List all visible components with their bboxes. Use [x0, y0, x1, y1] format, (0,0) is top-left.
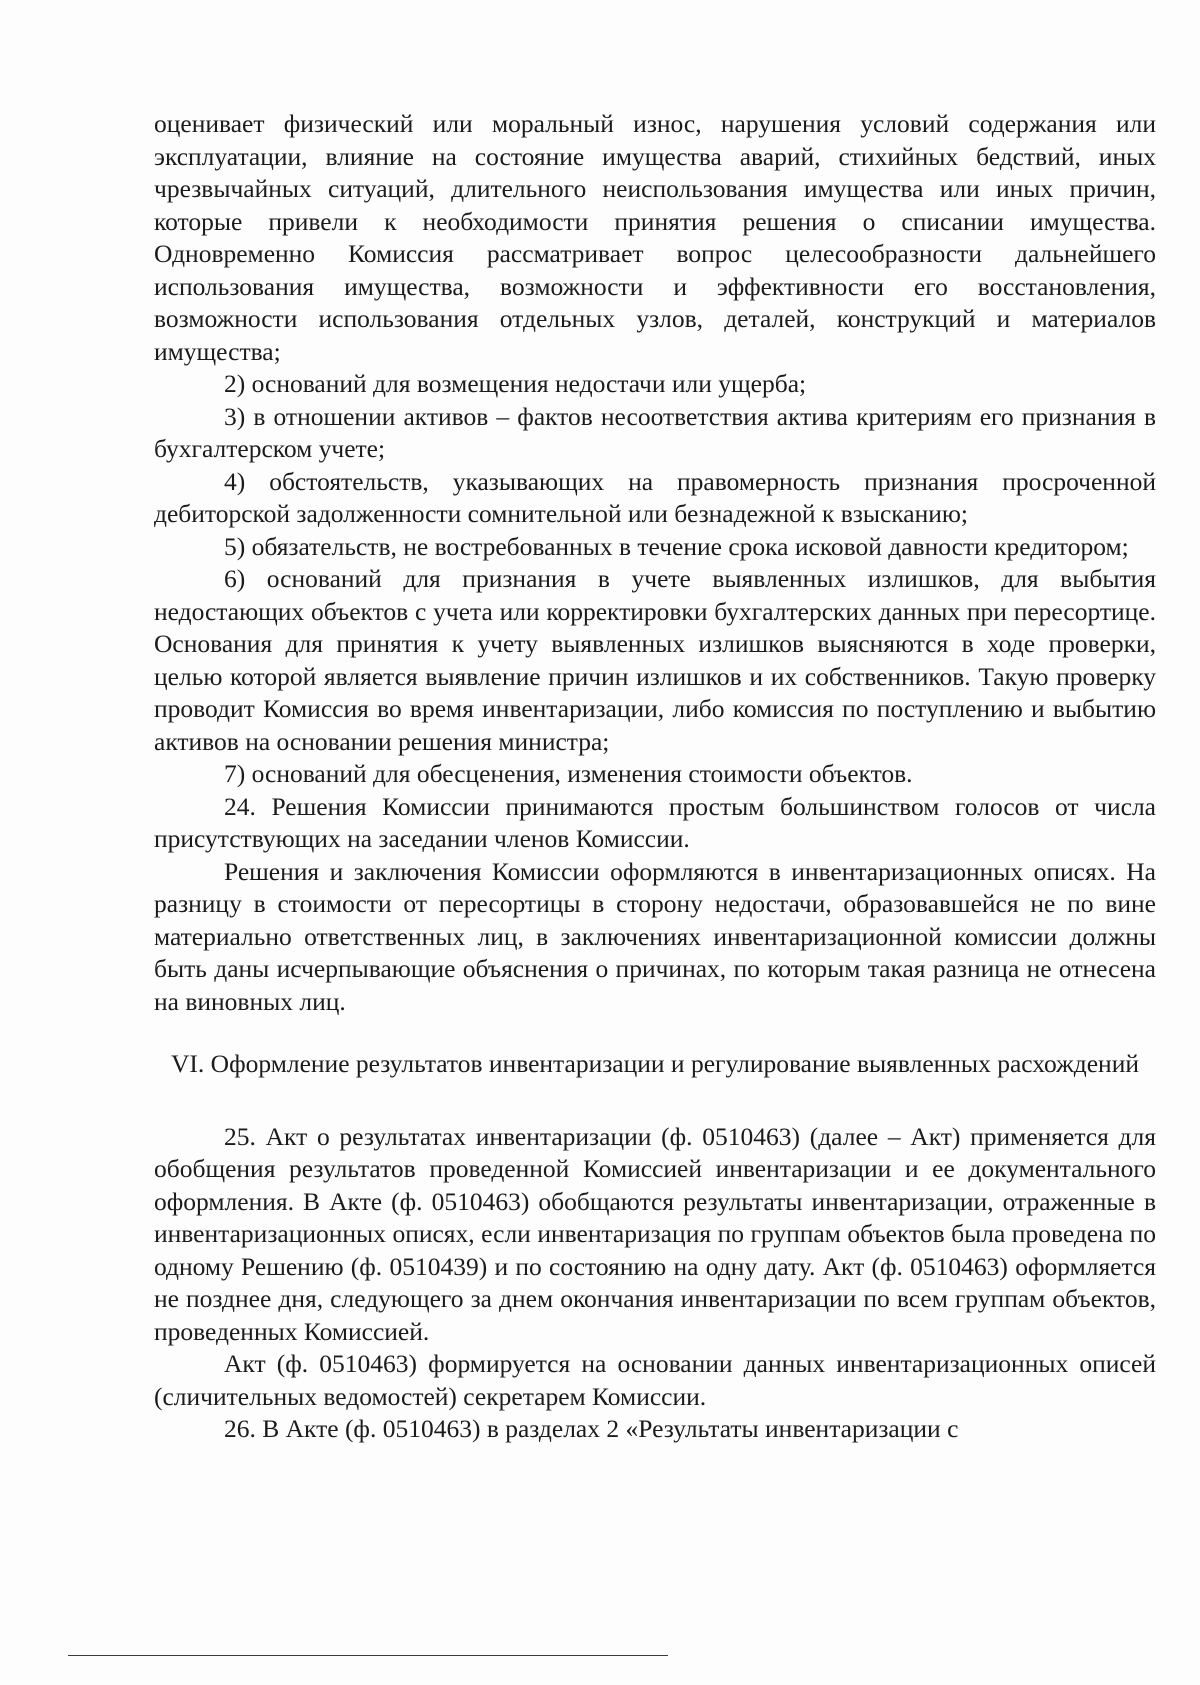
p-cont-damage: оценивает физический или моральный износ, нарушения условий содержания или эксплуатации, влияние на состояние имущества аварий, стихийных бедствий, иных чрезвычайных ситуаций, длительного неиспользования имущества или иных причин, которые привели к необходимости принятия решения о списании имущества. Одновременно Комиссия рассматривает вопрос целесообразности дальнейшего использования имущества, возможности и эффективности его восстановления, возможности использования отдельных узлов, деталей, конструкций и материалов имущества;: [154, 109, 1156, 366]
p-item-2: 2) оснований для возмещения недостачи или ущерба;: [224, 369, 807, 398]
p-item-5: 5) обязательств, не востребованных в течение срока исковой давности кредитором;: [224, 531, 1129, 561]
p-item-4: 4) обстоятельств, указывающих на правомерность признания просроченной дебиторской задолженности сомнительной или безнадежной к взысканию;: [154, 466, 1156, 528]
p-clause-25-act: Акт (ф. 0510463) формируется на основании данных инвентаризационных описей (сличительных ведомостей) секретарем Комиссии.: [154, 1349, 1156, 1411]
section-heading: VI. Оформление результатов инвентаризации и регулирование выявленных расхождений: [171, 1049, 1139, 1078]
p-item-6: 6) оснований для признания в учете выявленных излишков, для выбытия недостающих объектов с учета или корректировки бухгалтерских данных при пересортице. Основания для принятия к учету выявленных излишков выясняются в ходе проверки, целью которой является выявление причин излишков и их собственников. Такую проверку проводит Комиссия во время инвентаризации, либо комиссия по поступлению и выбытию активов на основании решения министра;: [154, 564, 1156, 756]
paragraphs-after: [154, 1121, 1156, 1446]
p-item-3: 3) в отношении активов – фактов несоответствия актива критериям его признания в бухгалтерском учете;: [154, 401, 1156, 463]
p-clause-25: 25. Акт о результатах инвентаризации (ф. 0510463) (далее – Акт) применяется для обобщения результатов проведенной Комиссией инвентаризации и ее документального оформления. В Акте (ф. 0510463) обобщаются результаты инвентаризации, отраженные в инвентаризационных описях, если инвентаризация по группам объектов была проведена по одному Решению (ф. 0510439) и по состоянию на одну дату. Акт (ф. 0510463) оформляется не позднее дня, следующего за днем окончания инвентаризации по всем группам объектов, проведенных Комиссией.: [154, 1121, 1156, 1346]
footnote-divider: [68, 1655, 668, 1656]
p-clause-26: 26. В Акте (ф. 0510463) в разделах 2 «Результаты инвентаризации с: [224, 1414, 959, 1443]
paragraphs-before: [154, 108, 1156, 1018]
document-body: [154, 108, 1156, 1446]
p-clause-24-decisions: Решения и заключения Комиссии оформляются в инвентаризационных описях. На разницу в стоимости от пересортицы в сторону недостачи, образовавшейся не по вине материально ответственных лиц, в заключениях инвентаризационной комиссии должны быть даны исчерпывающие объяснения о причинах, по которым такая разница не отнесена на виновных лиц.: [154, 856, 1156, 1016]
p-clause-24: 24. Решения Комиссии принимаются простым большинством голосов от числа присутствующих на заседании членов Комиссии.: [154, 791, 1156, 853]
p-item-7: 7) оснований для обесценения, изменения стоимости объектов.: [224, 759, 913, 788]
